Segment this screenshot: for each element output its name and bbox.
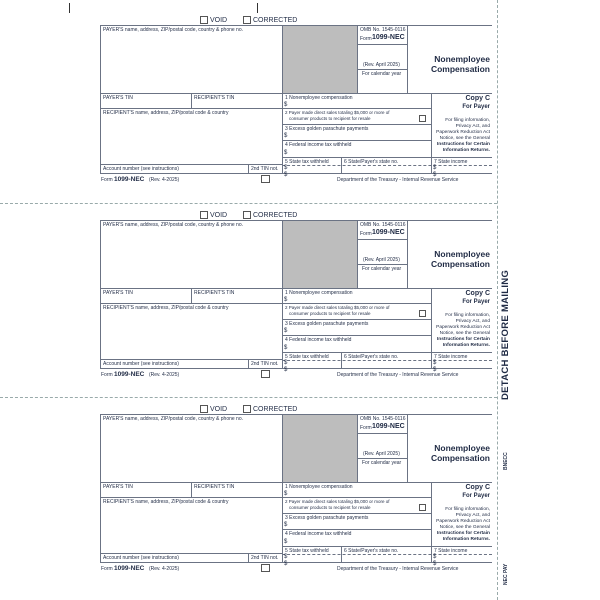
omb-label: OMB No. 1545-0116 bbox=[360, 416, 406, 422]
box5-dollar-a: $ bbox=[284, 165, 288, 171]
form-1099-nec-copy-c bbox=[100, 14, 492, 184]
second-tin-label: 2nd TIN not. bbox=[251, 555, 279, 561]
box3-dollar: $ bbox=[284, 328, 288, 334]
footer-department: Department of the Treasury - Internal Revenue Service bbox=[337, 177, 459, 183]
box5-dollar-a: $ bbox=[284, 554, 288, 560]
void-checkbox[interactable] bbox=[200, 16, 208, 24]
recipient-tin-label: RECIPIENT'S TIN bbox=[194, 95, 235, 101]
box5-label: 5 State tax withheld bbox=[285, 354, 329, 360]
box1-label: 1 Nonemployee compensation bbox=[285, 290, 353, 296]
void-label: VOID bbox=[210, 406, 228, 413]
form-1099-nec-copy-c bbox=[100, 209, 492, 379]
box3-label: 3 Excess golden parachute payments bbox=[285, 515, 369, 521]
footer-department: Department of the Treasury - Internal Revenue Service bbox=[337, 372, 459, 378]
corrected-checkbox[interactable] bbox=[243, 211, 251, 219]
void-label: VOID bbox=[210, 17, 228, 24]
box7-dollar-b: $ bbox=[433, 172, 437, 178]
detach-label: DETACH BEFORE MAILING bbox=[500, 269, 511, 400]
box1-dollar: $ bbox=[284, 297, 288, 303]
rev-label: (Rev. April 2025) bbox=[363, 62, 400, 68]
box6-label: 6 State/Payer's state no. bbox=[344, 548, 399, 554]
horizontal-perforation-2 bbox=[0, 397, 497, 398]
box3-label: 3 Excess golden parachute payments bbox=[285, 321, 369, 327]
calendar-year-label: For calendar year bbox=[362, 460, 402, 466]
box7-dollar-b: $ bbox=[433, 561, 437, 567]
footer-form-prefix: Form bbox=[101, 177, 113, 183]
account-number-label: Account number (see instructions) bbox=[103, 166, 179, 172]
corrected-checkbox[interactable] bbox=[243, 16, 251, 24]
notice-line-3: Paperwork Reduction Act bbox=[436, 130, 490, 135]
second-tin-label: 2nd TIN not. bbox=[251, 361, 279, 367]
payer-tin-label: PAYER'S TIN bbox=[103, 484, 133, 490]
box5-label: 5 State tax withheld bbox=[285, 548, 329, 554]
calendar-year-box bbox=[283, 415, 357, 482]
payer-tin-label: PAYER'S TIN bbox=[103, 290, 133, 296]
recipient-name-label: RECIPIENT'S name, address, ZIP/postal code & country bbox=[103, 499, 229, 505]
form-title-line2: Compensation bbox=[430, 64, 490, 74]
box2-label-line1: 2 Payer made direct sales totaling $5,000 or more of bbox=[285, 499, 390, 504]
corrected-label: CORRECTED bbox=[253, 212, 298, 219]
notice-line-5: Instructions for Certain bbox=[436, 531, 490, 536]
box2-label-line2: consumer products to recipient for resale bbox=[289, 505, 371, 510]
notice-line-6: Information Returns. bbox=[442, 148, 490, 153]
for-payer-label: For Payer bbox=[462, 104, 490, 110]
box2-label-line1: 2 Payer made direct sales totaling $5,000 or more of bbox=[285, 305, 390, 310]
rev-label: (Rev. April 2025) bbox=[363, 257, 400, 263]
box7-label: 7 State income bbox=[434, 354, 468, 360]
calendar-year-label: For calendar year bbox=[362, 71, 402, 77]
box5-dollar-a: $ bbox=[284, 360, 288, 366]
box7-label: 7 State income bbox=[434, 548, 468, 554]
recipient-name-label: RECIPIENT'S name, address, ZIP/postal code & country bbox=[103, 305, 229, 311]
calendar-year-box bbox=[283, 221, 357, 288]
box5-dollar-b: $ bbox=[284, 367, 288, 373]
calendar-year-label: For calendar year bbox=[362, 266, 402, 272]
box2-label-line2: consumer products to recipient for resale bbox=[289, 116, 371, 121]
notice-line-2: Privacy Act, and bbox=[455, 513, 490, 518]
corrected-checkbox[interactable] bbox=[243, 405, 251, 413]
footer-rev: (Rev. 4-2025) bbox=[149, 372, 180, 378]
void-checkbox[interactable] bbox=[200, 211, 208, 219]
form-prefix: Form bbox=[360, 36, 372, 42]
crop-mark-left bbox=[69, 3, 70, 13]
copy-label: Copy C bbox=[465, 290, 490, 297]
copy-label: Copy C bbox=[465, 484, 490, 491]
notice-line-1: For filing information, bbox=[445, 118, 490, 123]
box5-dollar-b: $ bbox=[284, 172, 288, 178]
copy-label: Copy C bbox=[465, 95, 490, 102]
payer-name-label: PAYER'S name, address, ZIP/postal code, country & phone no. bbox=[103, 27, 244, 33]
footer-department: Department of the Treasury - Internal Revenue Service bbox=[337, 566, 459, 572]
notice-line-5: Instructions for Certain bbox=[436, 337, 490, 342]
box5-dollar-b: $ bbox=[284, 561, 288, 567]
box1-dollar: $ bbox=[284, 102, 288, 108]
box4-dollar: $ bbox=[284, 539, 288, 545]
rev-label: (Rev. April 2025) bbox=[363, 451, 400, 457]
footer-form-prefix: Form bbox=[101, 372, 113, 378]
box7-dollar-a: $ bbox=[433, 165, 437, 171]
account-number-label: Account number (see instructions) bbox=[103, 361, 179, 367]
calendar-year-box bbox=[283, 26, 357, 93]
form-prefix: Form bbox=[360, 425, 372, 431]
box2-label-line2: consumer products to recipient for resale bbox=[289, 311, 371, 316]
corrected-label: CORRECTED bbox=[253, 17, 298, 24]
for-payer-label: For Payer bbox=[462, 299, 490, 305]
box4-dollar: $ bbox=[284, 150, 288, 156]
payer-tin-label: PAYER'S TIN bbox=[103, 95, 133, 101]
footer-form-prefix: Form bbox=[101, 566, 113, 572]
notice-line-4: Notice, see the General bbox=[439, 331, 490, 336]
recipient-tin-label: RECIPIENT'S TIN bbox=[194, 290, 235, 296]
notice-line-1: For filing information, bbox=[445, 313, 490, 318]
box5-label: 5 State tax withheld bbox=[285, 159, 329, 165]
box1-label: 1 Nonemployee compensation bbox=[285, 95, 353, 101]
form-number: 1099-NEC bbox=[372, 423, 405, 430]
box6-label: 6 State/Payer's state no. bbox=[344, 354, 399, 360]
box3-label: 3 Excess golden parachute payments bbox=[285, 126, 369, 132]
void-label: VOID bbox=[210, 212, 228, 219]
box4-label: 4 Federal income tax withheld bbox=[285, 531, 352, 537]
payer-name-label: PAYER'S name, address, ZIP/postal code, country & phone no. bbox=[103, 416, 244, 422]
box1-dollar: $ bbox=[284, 491, 288, 497]
side-code: BNECC bbox=[503, 452, 509, 470]
horizontal-perforation-1 bbox=[0, 203, 497, 204]
form-1099-nec-copy-c bbox=[100, 403, 492, 573]
second-tin-checkbox[interactable] bbox=[261, 370, 270, 378]
omb-label: OMB No. 1545-0116 bbox=[360, 27, 406, 33]
box6-label: 6 State/Payer's state no. bbox=[344, 159, 399, 165]
box2-checkbox[interactable] bbox=[419, 504, 426, 511]
for-payer-label: For Payer bbox=[462, 493, 490, 499]
box3-dollar: $ bbox=[284, 522, 288, 528]
box2-label-line1: 2 Payer made direct sales totaling $5,000 or more of bbox=[285, 110, 390, 115]
account-number-label: Account number (see instructions) bbox=[103, 555, 179, 561]
notice-line-2: Privacy Act, and bbox=[455, 319, 490, 324]
crop-mark-right bbox=[257, 3, 258, 13]
box4-label: 4 Federal income tax withheld bbox=[285, 337, 352, 343]
box2-checkbox[interactable] bbox=[419, 115, 426, 122]
corrected-label: CORRECTED bbox=[253, 406, 298, 413]
form-title-line2: Compensation bbox=[430, 453, 490, 463]
footer-form-number: 1099-NEC bbox=[114, 176, 145, 183]
footer-form-number: 1099-NEC bbox=[114, 565, 145, 572]
second-tin-checkbox[interactable] bbox=[261, 175, 270, 183]
form-prefix: Form bbox=[360, 231, 372, 237]
form-title-line1: Nonemployee bbox=[434, 249, 490, 259]
notice-line-3: Paperwork Reduction Act bbox=[436, 519, 490, 524]
void-checkbox[interactable] bbox=[200, 405, 208, 413]
footer-form-number: 1099-NEC bbox=[114, 371, 145, 378]
box3-dollar: $ bbox=[284, 133, 288, 139]
form-title-line2: Compensation bbox=[430, 259, 490, 269]
notice-line-4: Notice, see the General bbox=[439, 525, 490, 530]
box7-dollar-a: $ bbox=[433, 554, 437, 560]
recipient-name-label: RECIPIENT'S name, address, ZIP/postal code & country bbox=[103, 110, 229, 116]
omb-label: OMB No. 1545-0116 bbox=[360, 222, 406, 228]
form-title-line1: Nonemployee bbox=[434, 54, 490, 64]
box7-dollar-a: $ bbox=[433, 360, 437, 366]
notice-line-3: Paperwork Reduction Act bbox=[436, 325, 490, 330]
box4-dollar: $ bbox=[284, 345, 288, 351]
footer-rev: (Rev. 4-2025) bbox=[149, 566, 180, 572]
form-title-line1: Nonemployee bbox=[434, 443, 490, 453]
box2-checkbox[interactable] bbox=[419, 310, 426, 317]
notice-line-5: Instructions for Certain bbox=[436, 142, 490, 147]
footer-rev: (Rev. 4-2025) bbox=[149, 177, 180, 183]
box4-label: 4 Federal income tax withheld bbox=[285, 142, 352, 148]
recipient-tin-label: RECIPIENT'S TIN bbox=[194, 484, 235, 490]
box7-dollar-b: $ bbox=[433, 367, 437, 373]
notice-line-6: Information Returns. bbox=[442, 343, 490, 348]
box7-label: 7 State income bbox=[434, 159, 468, 165]
vertical-perforation bbox=[497, 0, 498, 600]
detach-notice bbox=[500, 210, 520, 400]
second-tin-checkbox[interactable] bbox=[261, 564, 270, 572]
notice-line-6: Information Returns. bbox=[442, 537, 490, 542]
second-tin-label: 2nd TIN not. bbox=[251, 166, 279, 172]
notice-line-4: Notice, see the General bbox=[439, 136, 490, 141]
notice-line-1: For filing information, bbox=[445, 507, 490, 512]
notice-line-2: Privacy Act, and bbox=[455, 124, 490, 129]
form-number: 1099-NEC bbox=[372, 229, 405, 236]
side-code-sub: NEC PAY bbox=[503, 563, 509, 585]
form-number: 1099-NEC bbox=[372, 34, 405, 41]
box1-label: 1 Nonemployee compensation bbox=[285, 484, 353, 490]
payer-name-label: PAYER'S name, address, ZIP/postal code, country & phone no. bbox=[103, 222, 244, 228]
